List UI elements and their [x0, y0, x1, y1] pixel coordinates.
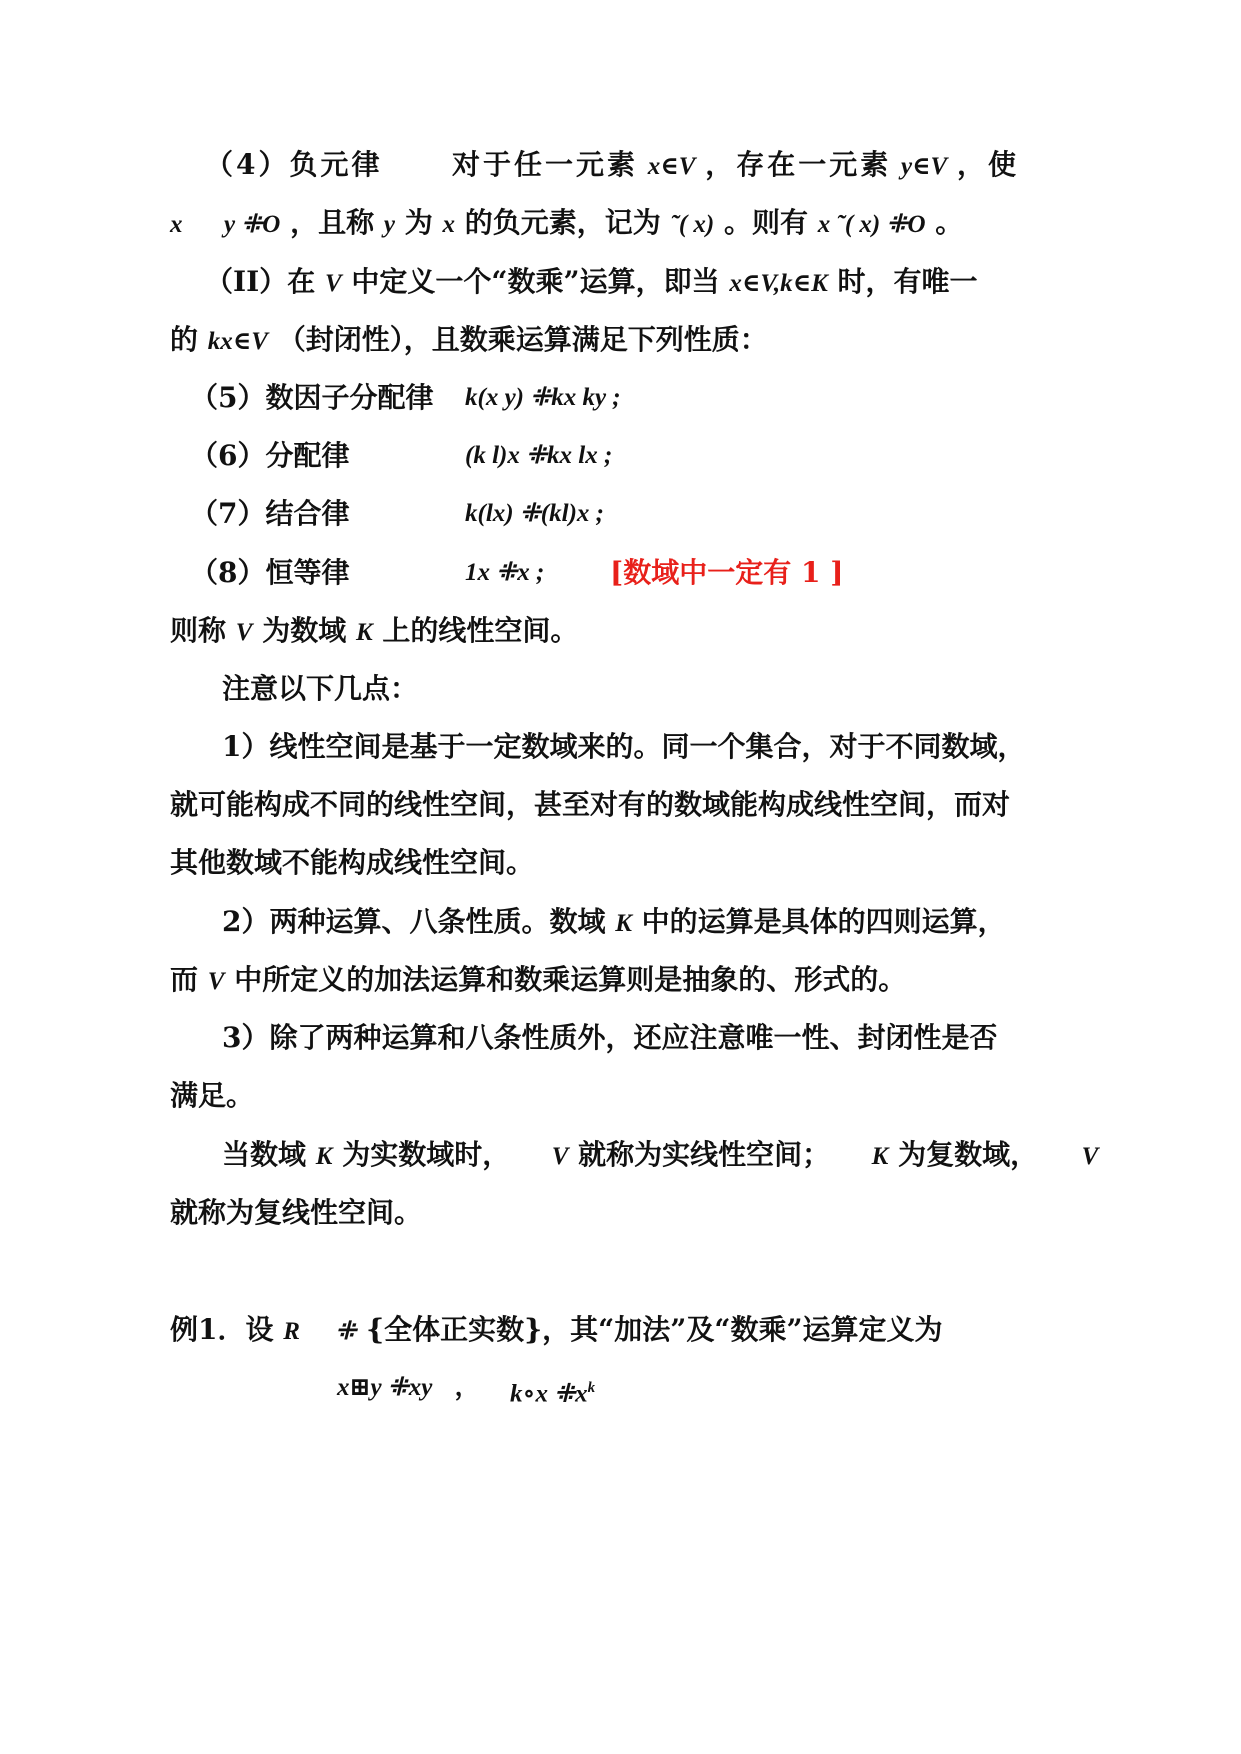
- part2-line2: [170, 322, 768, 360]
- note2-line1: [222, 904, 1006, 942]
- note1-line2: 就可能构成不同的线性空间，甚至对有的数域能构成线性空间，而对: [170, 788, 1011, 821]
- rule4-text2: ，存在一元素: [705, 148, 892, 181]
- rule8-line: [190, 555, 1090, 591]
- rule4-math1: x∈V: [647, 153, 696, 180]
- part2-text1: （II）在: [205, 265, 316, 298]
- note1-line3: 其他数域不能构成线性空间。: [170, 846, 535, 879]
- rule4-math5: y: [383, 211, 395, 238]
- example1-add-formula-text: x⊞y ⁜xy: [337, 1374, 433, 1401]
- rule4-text7: 。则有: [724, 206, 809, 239]
- part2-math3: kx∈V: [207, 328, 268, 355]
- example1-add-formula: [337, 1370, 480, 1406]
- rule5-line: [190, 380, 1090, 416]
- example1-sym: ⁜: [335, 1318, 357, 1345]
- rc-text2: 为实数域时，: [342, 1138, 511, 1171]
- rule5-formula: k(x y) ⁜kx ky ;: [465, 384, 621, 411]
- rule4-text5: 为: [404, 206, 433, 239]
- rule6-line: [190, 438, 1090, 474]
- rule8-note: [数域中一定有 1 ]: [610, 556, 844, 589]
- rule4-math2: y∈V: [900, 153, 948, 180]
- rc-text3: 就称为实线性空间；: [578, 1138, 831, 1171]
- rc-math3: K: [871, 1143, 889, 1170]
- rc-math1: K: [315, 1143, 333, 1170]
- example1-text1: {全体正实数}，其“加法”及“数乘”运算定义为: [366, 1313, 943, 1346]
- rule4-math6: x: [442, 211, 455, 238]
- note3-line2: 满足。: [170, 1079, 255, 1112]
- rule6-label: （6）分配律: [190, 439, 350, 472]
- part2-math2: x∈V,k∈K: [729, 270, 828, 297]
- rule4-text1: 对于任一元素: [451, 148, 638, 181]
- rc-math4: V: [1081, 1143, 1099, 1170]
- conclusion-text2: 为数域: [262, 614, 347, 647]
- note2-math1: K: [615, 910, 632, 937]
- example1-mul-formula-base: k∘x ⁜x: [510, 1380, 588, 1408]
- rule8-label: （8）恒等律: [190, 556, 350, 589]
- note2-text3: 而: [170, 963, 199, 996]
- part2-text4: 的: [170, 323, 199, 356]
- rule4-text6: 的负元素，记为: [464, 206, 661, 239]
- conclusion-math2: K: [355, 619, 373, 646]
- example1-mul-formula-exp: k: [587, 1380, 596, 1396]
- conclusion-text1: 则称: [170, 614, 227, 647]
- rule6-formula: (k l)x ⁜kx lx ;: [465, 442, 613, 469]
- part2-line1: [205, 264, 978, 302]
- example1-line: [170, 1312, 943, 1350]
- rc-text4: 为复数域，: [898, 1138, 1039, 1171]
- part2-text5: （封闭性），且数乘运算满足下列性质：: [277, 323, 768, 356]
- rule7-label: （7）结合律: [190, 497, 350, 530]
- conclusion-math1: V: [235, 619, 253, 646]
- rule4-line1: [205, 147, 1019, 185]
- rule8-formula: 1x ⁜x ;: [465, 559, 545, 586]
- part2-text2: 中定义一个“数乘”运算，即当: [351, 265, 720, 298]
- rule7-line: [190, 496, 1090, 532]
- rule4-text4: ，且称: [290, 206, 375, 239]
- rule4-text3: ，使: [956, 148, 1019, 181]
- note2-line2: [170, 962, 906, 1000]
- note2-text1: 2）两种运算、八条性质。数域: [222, 905, 606, 938]
- part2-math1: V: [324, 270, 342, 297]
- rule4-label: （4）负元律: [205, 148, 383, 181]
- example1-label: 例1．设: [170, 1313, 274, 1346]
- rule4-math3: x: [170, 211, 183, 238]
- note2-text2: 中的运算是具体的四则运算，: [641, 905, 1006, 938]
- rule4-math4: y ⁜O: [224, 211, 281, 238]
- note1-line1: 1）线性空间是基于一定数域来的。同一个集合，对于不同数域，: [222, 730, 1026, 763]
- conclusion-text3: 上的线性空间。: [382, 614, 579, 647]
- rule5-label: （5）数因子分配律: [190, 381, 434, 414]
- real-complex-line1: [222, 1137, 1098, 1175]
- rc-math2: V: [551, 1143, 569, 1170]
- real-complex-line2: 就称为复线性空间。: [170, 1196, 423, 1229]
- rule4-math8: x ˜( x) ⁜O: [817, 211, 926, 238]
- rule4-math7: ˜( x): [670, 211, 715, 238]
- example1-mul-formula: [510, 1370, 595, 1412]
- note2-math2: V: [207, 968, 225, 995]
- note2-text4: 中所定义的加法运算和数乘运算则是抽象的、形式的。: [234, 963, 907, 996]
- conclusion-line: [170, 613, 578, 651]
- example1-math1: R: [283, 1318, 300, 1345]
- rule7-formula: k(lx) ⁜(kl)x ;: [465, 500, 604, 527]
- rule4-line2: [170, 205, 963, 243]
- note3-line1: 3）除了两种运算和八条性质外，还应注意唯一性、封闭性是否: [222, 1021, 998, 1054]
- notes-title: 注意以下几点：: [222, 672, 419, 705]
- part2-text3: 时，有唯一: [837, 265, 978, 298]
- rc-text1: 当数域: [222, 1138, 307, 1171]
- example1-comma: ，: [454, 1374, 480, 1401]
- rule4-text8: 。: [935, 206, 964, 239]
